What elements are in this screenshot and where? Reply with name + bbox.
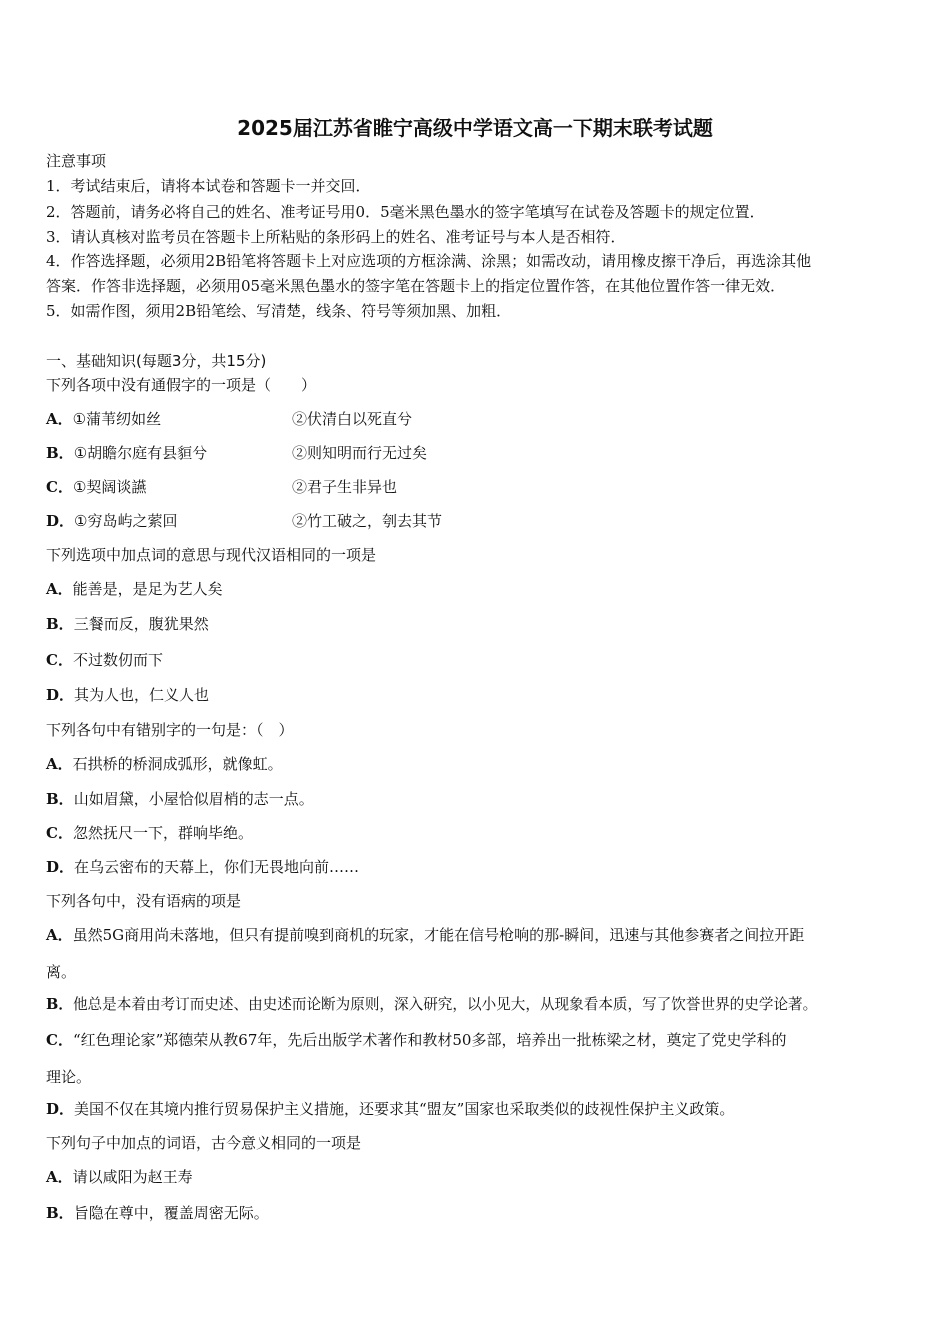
q3-option-d (46, 857, 359, 877)
option-label: B． (46, 1204, 74, 1222)
option-part-1: ①蒲苇纫如丝 (72, 410, 162, 428)
option-label: D． (46, 686, 75, 704)
option-part-1: ①契阔谈讌 (72, 478, 147, 496)
q2-option-b (46, 614, 209, 634)
q1-option-d-part2: ②竹工破之，刳去其节 (292, 512, 443, 530)
q4-option-a-cont: 离。 (46, 963, 77, 981)
q4-option-d (46, 1099, 734, 1119)
q4-stem: 下列各句中，没有语病的项是 (46, 892, 242, 910)
q2-option-c (46, 650, 163, 670)
section-heading: 一、基础知识(每题3分，共15分) (46, 352, 267, 370)
q2-option-a (46, 579, 223, 599)
q2-stem: 下列选项中加点词的意思与现代汉语相同的一项是 (46, 546, 377, 564)
option-text: 旨隐在尊中，覆盖周密无际。 (73, 1204, 269, 1222)
option-label: C． (46, 824, 73, 842)
q1-option-b-part2: ②则知明而行无过矣 (292, 444, 428, 462)
option-label: A． (46, 410, 73, 428)
notice-item-5: 5．如需作图，须用2B铅笔绘、写清楚，线条、符号等须加黑、加粗． (46, 302, 512, 320)
option-text: 能善是，是足为艺人矣 (72, 580, 223, 598)
q1-option-c (46, 477, 146, 497)
option-label: D． (46, 858, 75, 876)
q4-option-c-cont: 理论。 (46, 1068, 92, 1086)
notice-item-4-cont: 答案．作答非选择题，必须用05毫米黑色墨水的签字笔在答题卡上的指定位置作答，在其他位置作答一律无效． (46, 277, 786, 295)
q4-option-a (46, 925, 804, 945)
option-label: D． (46, 512, 75, 530)
option-part-1: ①胡瞻尔庭有县貆兮 (73, 444, 208, 462)
q3-option-b (46, 789, 314, 809)
q3-option-a (46, 754, 283, 774)
q5-stem: 下列句子中加点的词语，古今意义相同的一项是 (46, 1134, 362, 1152)
page-title: 2025届江苏省睢宁高级中学语文高一下期末联考试题 (237, 116, 713, 140)
option-label: C． (46, 1031, 73, 1049)
q5-option-a (46, 1167, 193, 1187)
option-label: A． (46, 580, 73, 598)
q5-option-b (46, 1203, 269, 1223)
notice-item-2: 2．答题前，请务必将自己的姓名、准考证号用0．5毫米黑色墨水的签字笔填写在试卷及答题卡的规定位置． (46, 203, 765, 221)
option-label: C． (46, 478, 73, 496)
q1-option-c-part2: ②君子生非异也 (292, 478, 398, 496)
option-text: 美国不仅在其境内推行贸易保护主义措施，还要求其“盟友”国家也采取类似的歧视性保护主义政策。 (74, 1100, 735, 1118)
notice-item-1: 1．考试结束后，请将本试卷和答题卡一并交回． (46, 177, 371, 195)
option-text: 不过数仞而下 (72, 651, 163, 669)
option-label: B． (46, 444, 74, 462)
q1-stem: 下列各项中没有通假字的一项是（ ） (46, 376, 317, 394)
option-text: “红色理论家”郑德荣从教67年，先后出版学术著作和教材50多部，培养出一批栋梁之材，奠定了党史学科的 (72, 1031, 787, 1049)
option-label: A． (46, 1168, 73, 1186)
option-label: B． (46, 996, 73, 1013)
notice-heading: 注意事项 (46, 152, 107, 170)
option-label: A． (46, 926, 73, 944)
q4-option-b (46, 995, 817, 1015)
q1-option-b (46, 443, 207, 463)
q1-option-d (46, 511, 177, 531)
option-label: A． (46, 755, 73, 773)
q4-option-c (46, 1030, 786, 1050)
option-text: 三餐而反，腹犹果然 (73, 615, 209, 633)
option-text: 虽然5G商用尚未落地，但只有提前嗅到商机的玩家，才能在信号枪响的那-瞬间，迅速与其他参赛者之间拉开距 (72, 926, 805, 944)
option-text: 其为人也，仁义人也 (74, 686, 210, 704)
notice-item-3: 3．请认真核对监考员在答题卡上所粘贴的条形码上的姓名、准考证号与本人是否相符． (46, 228, 626, 246)
option-text: 他总是本着由考订而史述、由史述而论断为原则，深入研究，以小见大，从现象看本质，写了饮誉世界的史学论著。 (72, 996, 818, 1013)
option-text: 石拱桥的桥洞成弧形，就像虹。 (72, 755, 283, 773)
option-text: 请以咸阳为赵王寿 (72, 1168, 193, 1186)
q3-option-c (46, 823, 253, 843)
option-label: B． (46, 615, 74, 633)
option-label: D． (46, 1100, 75, 1118)
q1-option-a-part2: ②伏清白以死直兮 (292, 410, 413, 428)
option-text: 在乌云密布的天幕上，你们无畏地向前…… (74, 858, 360, 876)
q2-option-d (46, 685, 209, 705)
notice-item-4: 4．作答选择题，必须用2B铅笔将答题卡上对应选项的方框涂满、涂黑；如需改动，请用橡皮擦干净后，再选涂其他 (46, 252, 812, 270)
option-text: 忽然抚尺一下，群响毕绝。 (72, 824, 253, 842)
q3-stem: 下列各句中有错别字的一句是：（ ） (46, 721, 294, 739)
q1-option-a (46, 409, 161, 429)
option-text: 山如眉黛，小屋恰似眉梢的志一点。 (73, 790, 314, 808)
option-label: C． (46, 651, 73, 669)
option-label: B． (46, 790, 74, 808)
option-part-1: ①穷岛屿之萦回 (74, 512, 178, 530)
